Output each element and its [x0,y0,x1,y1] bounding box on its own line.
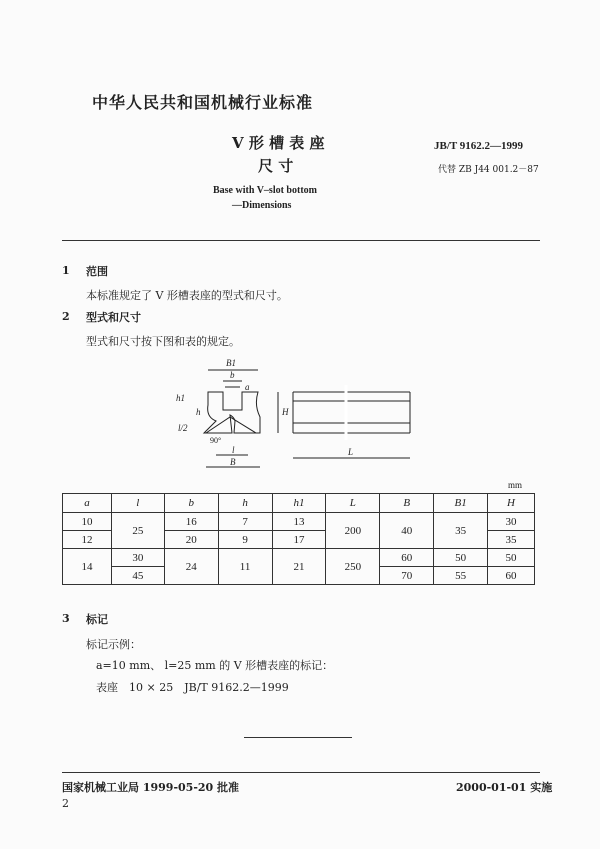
label-l2: l/2 [178,423,188,433]
col-l: l [111,494,164,513]
cell: 30 [111,549,164,567]
label-angle: 90° [210,436,222,445]
title-cn-1: V 形 槽 表 座 [232,134,325,152]
cell: 40 [380,513,434,549]
standard-number: JB/T 9162.2—1999 [434,140,524,152]
marking-example-value: 表座 10 × 25 JB/T 9162.2—1999 [96,681,289,694]
label-L: L [348,447,354,457]
section-1-title: 范围 [86,265,108,278]
cell: 13 [272,513,326,531]
col-a: a [63,494,112,513]
table-header-row [63,494,535,513]
unit-label: mm [508,480,523,490]
label-a: a [245,382,250,392]
col-L: L [326,494,380,513]
cell: 50 [488,549,535,567]
approval-note: 国家机械工业局 1999-05-20 批准 [62,781,240,794]
marking-example-line: a=10 mm、 l=25 mm 的 V 形槽表座的标记： [96,659,334,672]
label-B: B [230,457,236,467]
col-B: B [380,494,434,513]
base-drawing [170,355,430,473]
cell: 50 [434,549,488,567]
footer-divider [62,772,540,773]
dimensions-table [62,493,535,585]
section-2-body: 型式和尺寸按下图和表的规定。 [86,335,240,348]
label-b: b [230,370,235,380]
section-3-body: 标记示例： [86,638,141,651]
table-row [63,513,535,531]
cell: 17 [272,531,326,549]
cell: 60 [380,549,434,567]
cell: 200 [326,513,380,549]
cell: 20 [164,531,218,549]
section-1-number: 1 [62,264,70,277]
v-slot-profile [204,392,260,433]
section-2-title: 型式和尺寸 [86,311,141,324]
cell: 10 [63,513,112,531]
col-B1: B1 [434,494,488,513]
title-cn-2: 尺 寸 [258,157,294,175]
col-b: b [164,494,218,513]
title-en-1: Base with V–slot bottom [213,185,317,196]
label-h1: h1 [176,393,185,403]
col-H: H [488,494,535,513]
end-rule [244,737,352,738]
cell: 60 [488,567,535,585]
cell: 25 [111,513,164,549]
section-1-body: 本标准规定了 V 形槽表座的型式和尺寸。 [86,289,288,302]
cell: 9 [218,531,272,549]
cell: 55 [434,567,488,585]
replaces-note: 代替 ZB J44 001.2－87 [438,165,539,175]
cell: 70 [380,567,434,585]
label-l: l [232,445,235,455]
cell: 16 [164,513,218,531]
cell: 45 [111,567,164,585]
section-2-number: 2 [62,310,70,323]
cell: 12 [63,531,112,549]
cell: 35 [434,513,488,549]
col-h1: h1 [272,494,326,513]
table-row [63,549,535,567]
cell: 250 [326,549,380,585]
label-H: H [282,407,289,417]
org-title: 中华人民共和国机械行业标准 [92,93,314,112]
cell: 30 [488,513,535,531]
section-3-title: 标记 [86,613,108,626]
cell: 7 [218,513,272,531]
cell: 35 [488,531,535,549]
cell: 11 [218,549,272,585]
col-h: h [218,494,272,513]
page-number: 2 [62,797,69,810]
label-B1: B1 [226,358,236,368]
header-divider [62,240,540,241]
cell: 21 [272,549,326,585]
effective-date: 2000-01-01 实施 [456,781,553,794]
section-3-number: 3 [62,612,70,625]
cell: 14 [63,549,112,585]
title-en-2: —Dimensions [232,200,292,211]
cell: 24 [164,549,218,585]
label-h: h [196,407,201,417]
